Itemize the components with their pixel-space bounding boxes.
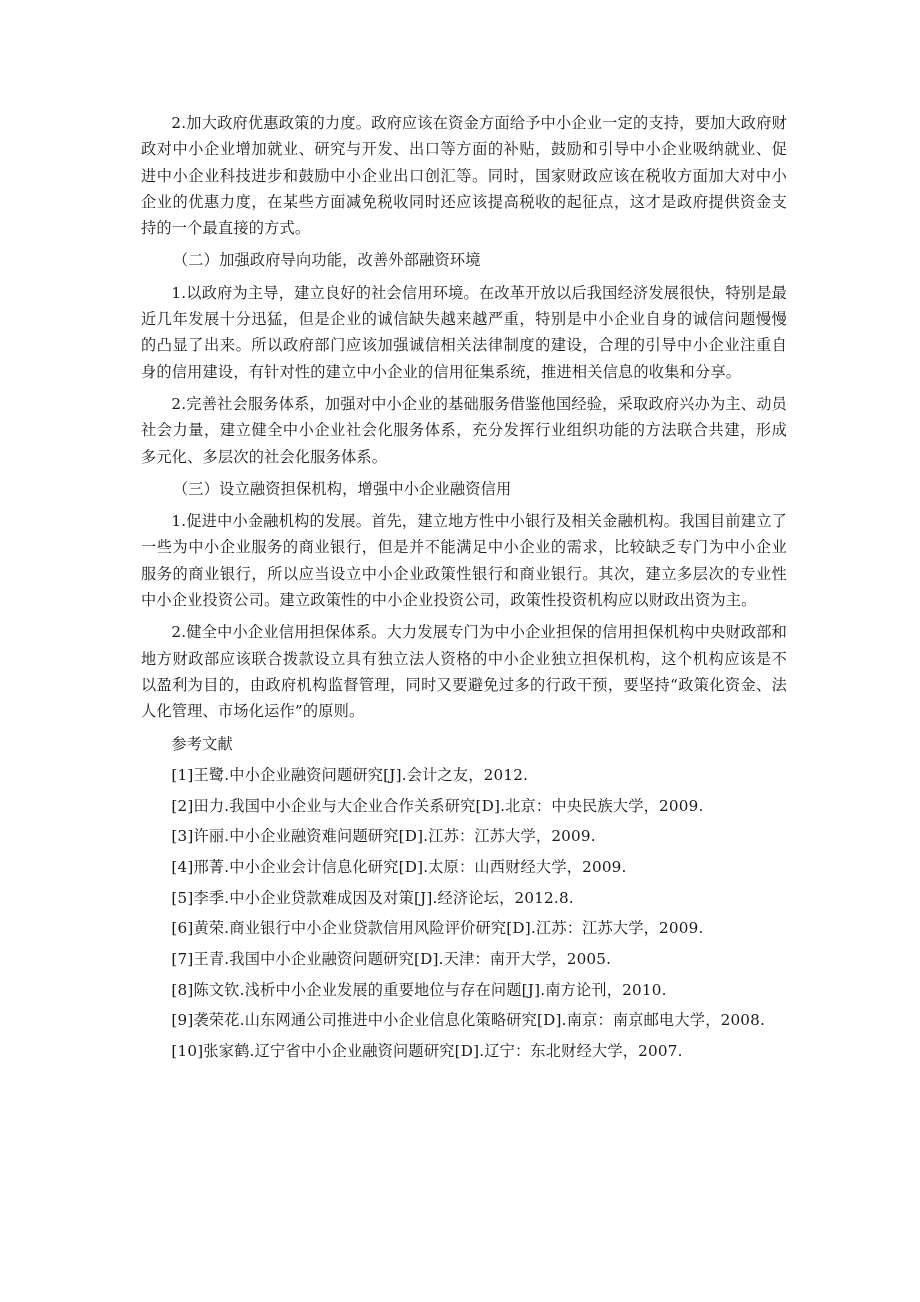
paragraph-preferential-policy: 2.加大政府优惠政策的力度。政府应该在资金方面给予中小企业一定的支持，要加大政府财政对中小企业增加就业、研究与开发、出口等方面的补贴，鼓励和引导中小企业吸纳就业、促进中小企业科技进步和鼓励中小企业出口创汇等。同时，国家财政应该在税收方面加大对中小企业的优惠力度，在某些方面减免税收同时还应该提高税收的起征点，这才是政府提供资金支持的一个最直接的方式。: [141, 114, 787, 238]
reference-item: [7]王青.我国中小企业融资问题研究[D].天津：南开大学，2005.: [171, 949, 612, 968]
section-heading-guarantee-institutions: （三）设立融资担保机构，增强中小企业融资信用: [172, 479, 512, 498]
paragraph-social-service-system: 2.完善社会服务体系，加强对中小企业的基础服务借鉴他国经验，采取政府兴办为主、动员社会力量，建立健全中小企业社会化服务体系，充分发挥行业组织功能的方法联合共建，形成多元化、多层次的社会化服务体系。: [141, 394, 787, 466]
reference-item: [5]李季.中小企业贷款难成因及对策[J].经济论坛，2012.8.: [171, 888, 574, 907]
reference-item: [4]邢菁.中小企业会计信息化研究[D].太原：山西财经大学，2009.: [171, 857, 627, 876]
reference-item: [8]陈文钦.浅析中小企业发展的重要地位与存在问题[J].南方论刊，2010.: [171, 980, 667, 999]
paragraph-credit-environment: 1.以政府为主导，建立良好的社会信用环境。在改革开放以后我国经济发展很快，特别是最近几年发展十分迅猛，但是企业的诚信缺失越来越严重，特别是中小企业自身的诚信问题慢慢的凸显了出来。所以政府部门应该加强诚信相关法律制度的建设，合理的引导中小企业注重自身的信用建设，有针对性的建立中小企业的信用征集系统，推进相关信息的收集和分享。: [141, 283, 787, 381]
reference-item: [2]田力.我国中小企业与大企业合作关系研究[D].北京：中央民族大学，2009.: [171, 796, 704, 815]
reference-item: [1]王鹭.中小企业融资问题研究[J].会计之友，2012.: [171, 765, 529, 784]
references-heading: 参考文献: [171, 734, 233, 753]
reference-item: [3]许丽.中小企业融资难问题研究[D].江苏：江苏大学，2009.: [171, 827, 596, 846]
paragraph-financial-institutions: 1.促进中小金融机构的发展。首先，建立地方性中小银行及相关金融机构。我国目前建立了一些为中小企业服务的商业银行，但是并不能满足中小企业的需求，比较缺乏专门为中小企业服务的商业银行，所以应当设立中小企业政策性银行和商业银行。其次，建立多层次的专业性中小企业投资公司。建立政策性的中小企业投资公司，政策性投资机构应以财政出资为主。: [141, 512, 787, 610]
reference-item: [6]黄荣.商业银行中小企业贷款信用风险评价研究[D].江苏：江苏大学，2009.: [171, 919, 704, 938]
section-heading-government-guidance: （二）加强政府导向功能，改善外部融资环境: [172, 251, 481, 270]
references-list: [141, 762, 787, 1064]
paragraph-credit-guarantee-system: 2.健全中小企业信用担保体系。大力发展专门为中小企业担保的信用担保机构中央财政部和地方财政部应该联合拨款设立具有独立法人资格的中小企业独立担保机构，这个机构应该是不以盈利为目的，由政府机构监督管理，同时又要避免过多的行政干预，要坚持“政策化资金、法人化管理、市场化运作”的原则。: [141, 623, 787, 721]
reference-item: [9]袭荣花.山东网通公司推进中小企业信息化策略研究[D].南京：南京邮电大学，2008.: [171, 1011, 766, 1030]
reference-item: [10]张家鹤.辽宁省中小企业融资问题研究[D].辽宁：东北财经大学，2007.: [171, 1042, 683, 1061]
document-body: [141, 110, 787, 1069]
